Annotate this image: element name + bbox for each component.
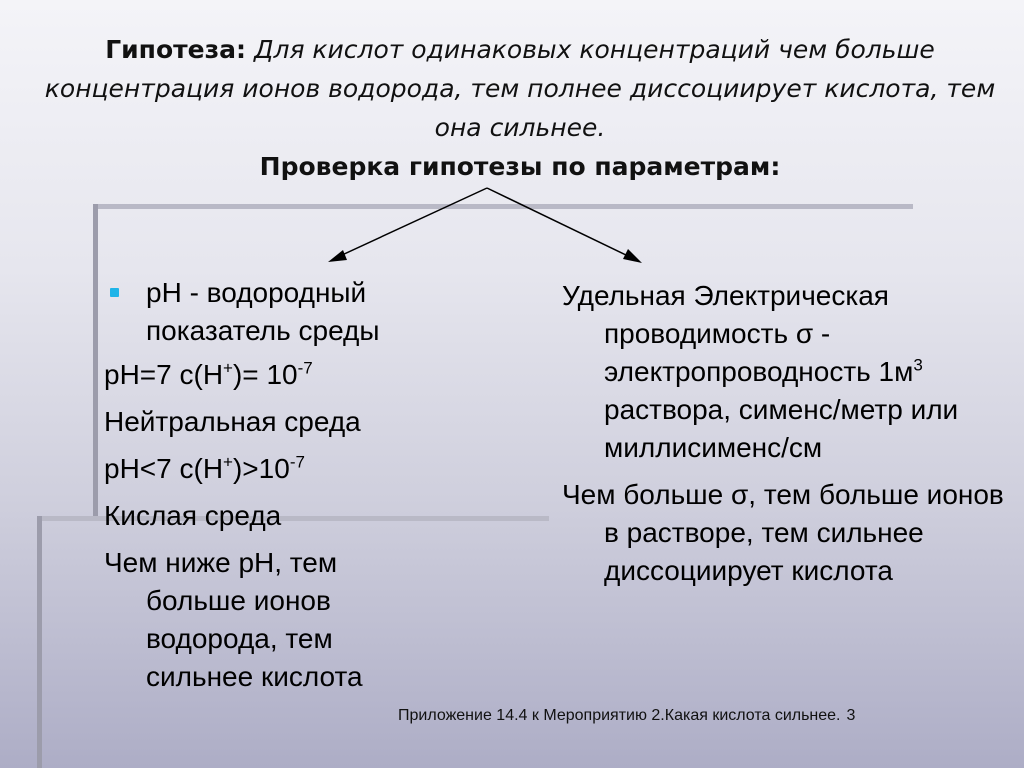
bullet-square-icon [110, 288, 119, 297]
acid-formula: pH<7 $c(H^+)>10^{-7}$ [104, 452, 305, 484]
hypothesis-text: Для кислот одинаковых концентраций чем больше концентрация ионов водорода, тем полнее диссоциирует кислота, тем она сильнее. [44, 35, 996, 142]
ph-definition: pH - водородный показатель среды [146, 277, 380, 346]
arrow-line-right [487, 188, 628, 256]
page-number: 3 [846, 707, 856, 724]
conductivity-column [562, 277, 1004, 590]
slide-footer [398, 707, 855, 725]
ph-column [104, 274, 444, 696]
arrow-line-left [342, 188, 487, 255]
hypothesis-label: Гипотеза: [105, 35, 246, 64]
check-heading: Проверка гипотезы по параметрам: [259, 152, 781, 181]
footer-text: Приложение 14.4 к Мероприятию 2.Какая кислота сильнее. [398, 707, 841, 724]
conductivity-definition: Удельная Электрическая проводимость σ - электропроводность $1м^3$ раствора, сименс/метр или миллисименс/см [562, 280, 959, 463]
ph-conclusion: Чем ниже pH, тем больше ионов водорода, тем сильнее кислота [104, 547, 363, 692]
neutral-label: Нейтральная среда [104, 406, 361, 437]
ph-bullet-item [104, 274, 444, 350]
neutral-formula: pH=7 $c(H^+)= 10^{-7}$ [104, 358, 313, 390]
arrow-head-left [328, 250, 347, 262]
acid-label: Кислая среда [104, 500, 282, 531]
conductivity-conclusion: Чем больше σ, тем больше ионов в растворе, тем сильнее диссоциирует кислота [562, 479, 1004, 586]
arrow-head-right [623, 249, 642, 263]
